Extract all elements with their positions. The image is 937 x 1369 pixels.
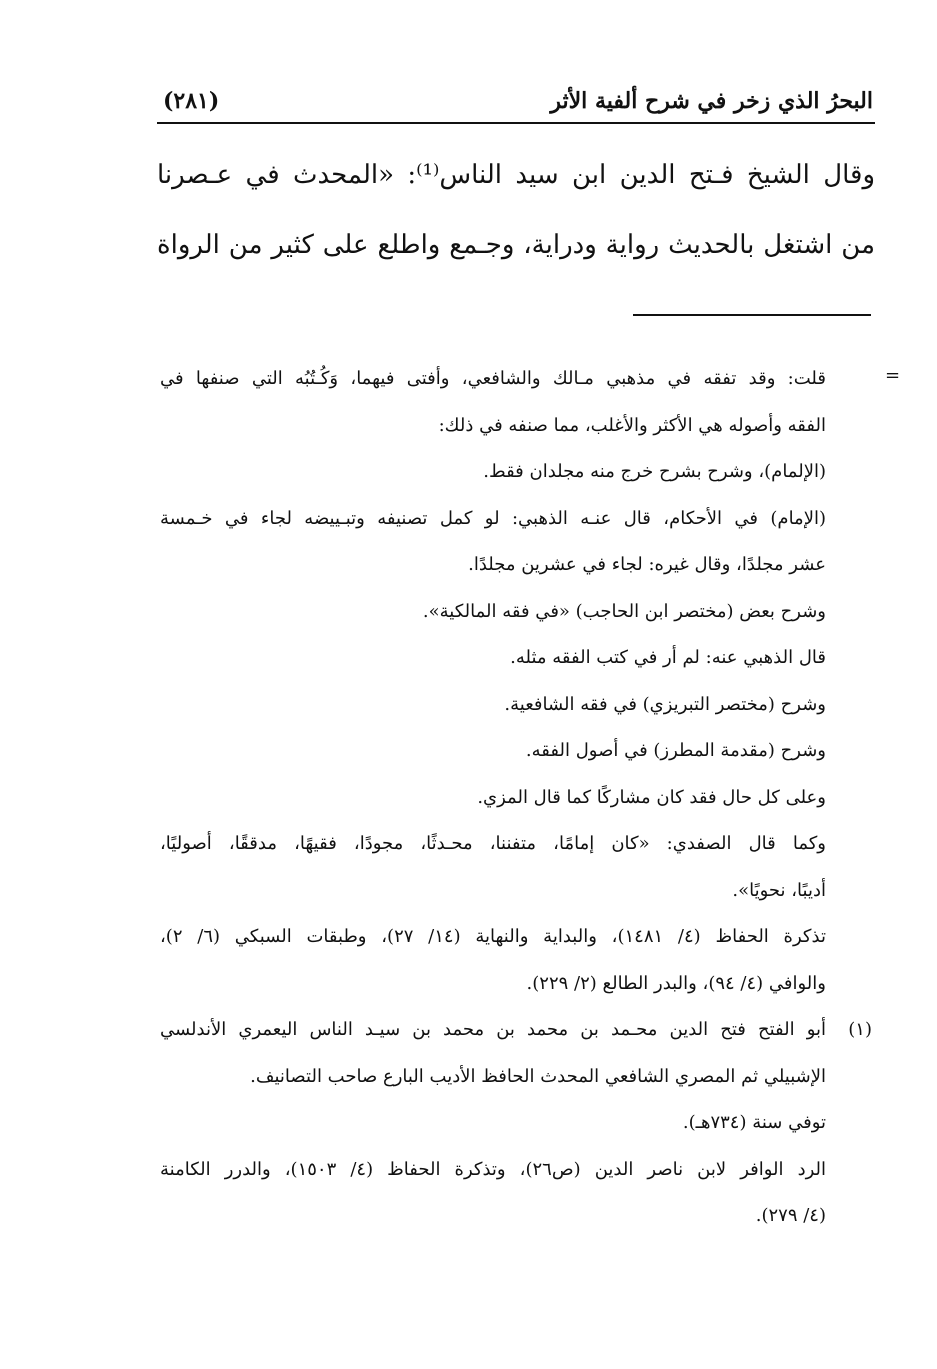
footnote-line: الإشبيلي ثم المصري الشافعي المحدث الحافظ الأديب البارع صاحب التصانيف. (250, 1065, 826, 1087)
main-text-line: من اشتغل بالحديث رواية ودراية، وجـمع واطلع على كثير من الرواة (157, 230, 875, 260)
footnote-line: وكما قال الصفدي: «كان إمامًا، متفننا، محـدثًا، مجودًا، فقيهًا، مدققًا، أصوليًا، (160, 833, 826, 854)
footnote-line: عشر مجلدًا، وقال غيره: لجاء في عشرين مجلدًا. (468, 554, 826, 575)
running-header (157, 82, 875, 124)
footnote-line: الفقه وأصوله هي الأكثر والأغلب، مما صنفه في ذلك: (438, 414, 826, 436)
footnote-line: (الإلمام)، وشرح بشرح خرج منه مجلدان فقط. (483, 461, 826, 482)
footnote-line: والوافي (٤/ ٩٤)، والبدر الطالع (٢/ ٢٢٩). (526, 972, 826, 994)
footnote-line: وشرح بعض (مختصر ابن الحاجب) «في فقه المالكية». (422, 600, 826, 622)
footnote-line: توفي سنة (٧٣٤هـ). (682, 1112, 826, 1133)
footnote-separator (633, 314, 871, 316)
footnote-line: (الإمام) في الأحكام، قال عنـه الذهبي: لو كمل تصنيفه وتبـييضه لجاء في خـمسة (160, 507, 826, 529)
footnote-line: قلت: وقد تفقه في مذهبي مـالك والشافعي، وأفتى فيهما، وَكُـتُبُه التي صنفها في (160, 368, 826, 389)
footnote-1-first-line (160, 1007, 872, 1054)
footnote-1-text: أبو الفتح فتح الدين محـمد بن محمد بن محمد بن سيـد الناس اليعمري الأندلسي (160, 1019, 826, 1040)
main-text-line: وقال الشيخ فـتح الدين ابن سيد الناس⁽¹⁾: «المحدث في عـصرنا (157, 160, 875, 190)
footnote-continuation-mark: = (885, 365, 901, 386)
footnote-line: وشرح (مختصر التبريزي) في فقه الشافعية. (504, 693, 826, 715)
footnote-line: أديبًا، نحويًا». (732, 879, 826, 901)
footnote-line: وعلى كل حال فقد كان مشاركًا كما قال المزي. (477, 786, 826, 808)
footnote-line: الرد الوافر لابن ناصر الدين (ص٢٦)، وتذكرة الحفاظ (٤/ ١٥٠٣)، والدرر الكامنة (160, 1158, 827, 1180)
footnote-line: وشرح (مقدمة المطرز) في أصول الفقه. (525, 740, 826, 761)
footnotes-section (160, 356, 872, 1240)
main-text-body (157, 140, 875, 280)
footnote-marker: (١) (848, 1019, 872, 1040)
book-title: البحرُ الذي زخر في شرح ألفية الأثر (550, 88, 873, 114)
footnote-line: (٤/ ٢٧٩). (755, 1205, 826, 1226)
footnote-line: قال الذهبي عنه: لم أر في كتب الفقه مثله. (510, 647, 826, 668)
footnote-line: تذكرة الحفاظ (٤/ ١٤٨١)، والبداية والنهاية (١٤/ ٢٧)، وطبقات السبكي (٦/ ٢)، (160, 926, 826, 947)
page-number: (٢٨١) (163, 88, 220, 114)
